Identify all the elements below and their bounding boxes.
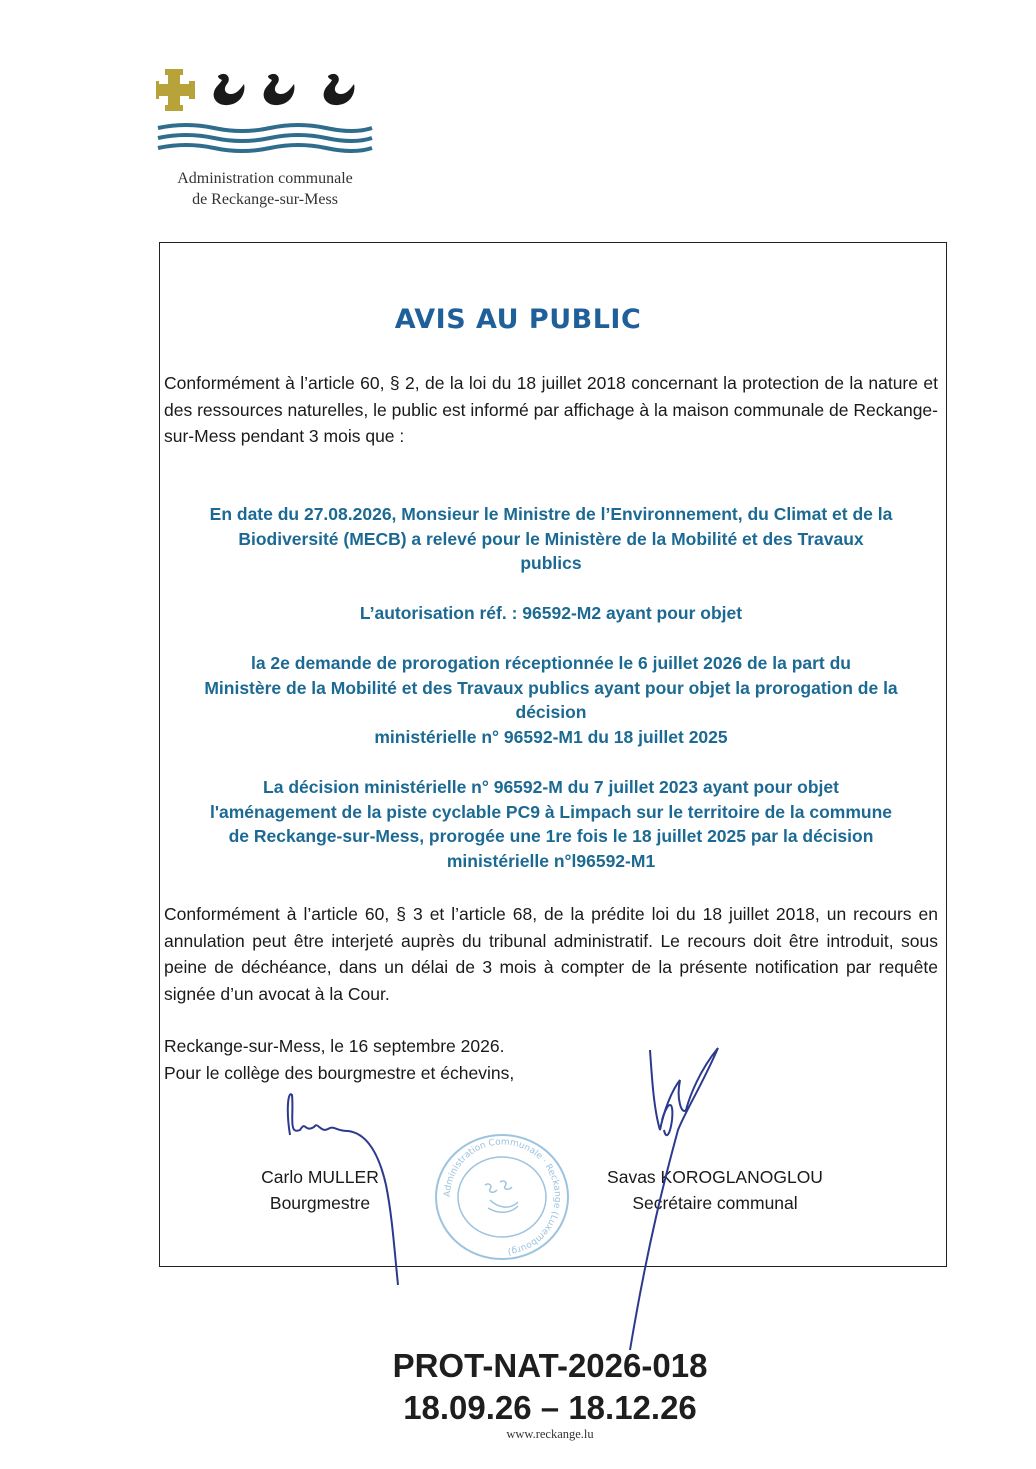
decision-block-4: [164, 775, 938, 873]
stamp-text: Administration Communale · Reckange (Luxembourg): [442, 1137, 563, 1257]
cross-icon: [156, 69, 195, 111]
place-date: Reckange-sur-Mess, le 16 septembre 2026.: [164, 1036, 505, 1056]
appeal-paragraph: Conformément à l’article 60, § 3 et l’article 68, de la prédite loi du 18 juillet 2018, un recours en annulation peut être interjeté auprès du tribunal administratif. Le recours doit être introduit, sous peine de déchéance, dans un délai de 3 mois à compter de la présente notification par requête signée d’un avocat à la Cour.: [164, 904, 938, 1004]
signatory-left: [230, 1164, 410, 1216]
block3-line: ministérielle n° 96592-M1 du 18 juillet 2025: [374, 726, 728, 747]
block4-line: La décision ministérielle n° 96592-M du 7 juillet 2023 ayant pour objet: [263, 777, 839, 797]
decision-block-1: [164, 502, 938, 576]
closing-block: [164, 1033, 938, 1086]
block3-line: décision: [515, 702, 587, 722]
swan-icon: [214, 74, 355, 105]
reference-number: PROT-NAT-2026-018: [392, 1347, 708, 1384]
block1-line: Biodiversité (MECB) a relevé pour le Ministère de la Mobilité et des Travaux: [238, 528, 864, 549]
decision-block-2: [164, 601, 938, 626]
stamp-swan-icon: [485, 1181, 518, 1212]
block3-line: Ministère de la Mobilité et des Travaux publics ayant pour objet la prorogation de la: [204, 677, 898, 698]
signatory-left-role: Bourgmestre: [269, 1193, 371, 1213]
signatory-right: [595, 1164, 835, 1216]
signatory-right-name: Savas KOROGLANOGLOU: [607, 1167, 823, 1187]
official-stamp: [430, 1130, 575, 1265]
block4-line: ministérielle n°l96592-M1: [446, 850, 656, 871]
notice-title: AVIS AU PUBLIC: [394, 304, 642, 335]
signatory-right-role: Secrétaire communal: [632, 1193, 798, 1213]
display-period: 18.09.26 – 18.12.26: [403, 1389, 697, 1426]
website-link[interactable]: www.reckange.lu: [506, 1427, 594, 1441]
org-line-2: de Reckange-sur-Mess: [192, 191, 338, 208]
org-line-1: Administration communale: [177, 170, 353, 187]
block4-line: l'aménagement de la piste cyclable PC9 à Limpach sur le territoire de la commune: [209, 801, 893, 822]
signatory-left-name: Carlo MULLER: [261, 1167, 379, 1187]
intro-paragraph: Conformément à l’article 60, § 2, de la loi du 18 juillet 2018 concernant la protection de la nature et des ressources naturelles, le public est informé par affichage à la maison communale de Reckange-sur-Mess pendant 3 mois que :: [164, 373, 938, 446]
organization-name: [150, 168, 380, 210]
wave-icon: [158, 125, 372, 151]
block4-line: de Reckange-sur-Mess, prorogée une 1re fois le 18 juillet 2025 par la décision: [228, 826, 874, 846]
municipal-logo: [156, 66, 376, 156]
college-line: Pour le collège des bourgmestre et échevins,: [164, 1062, 515, 1083]
block3-line: la 2e demande de prorogation réceptionnée le 6 juillet 2026 de la part du: [250, 653, 852, 673]
decision-block-3: [164, 651, 938, 749]
block2-line: L’autorisation réf. : 96592-M2 ayant pour objet: [359, 603, 743, 623]
block1-line: publics: [520, 553, 582, 573]
block1-line: En date du 27.08.2026, Monsieur le Ministre de l’Environnement, du Climat et de la: [209, 504, 893, 524]
